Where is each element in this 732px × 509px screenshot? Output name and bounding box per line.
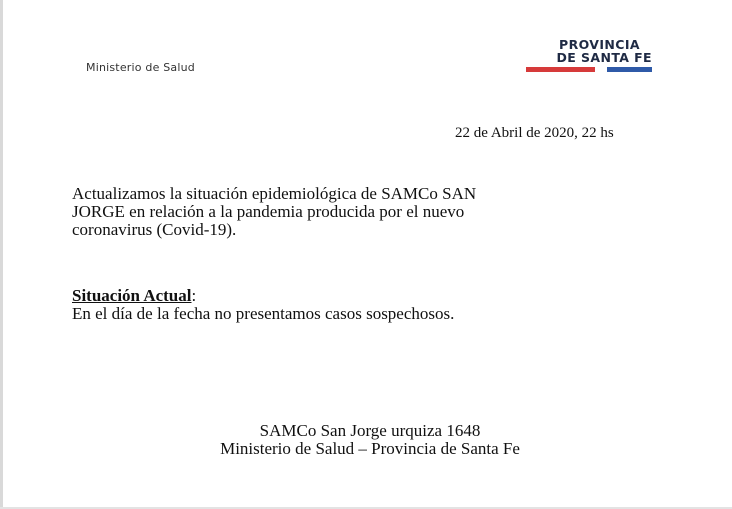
ministry-label: Ministerio de Salud xyxy=(86,61,195,74)
provincia-santa-fe-logo xyxy=(526,38,652,72)
document-footer xyxy=(140,422,600,458)
footer-line-1: SAMCo San Jorge urquiza 1648 xyxy=(259,421,481,440)
page-left-border xyxy=(0,0,3,509)
intro-paragraph xyxy=(72,185,476,239)
document-date: 22 de Abril de 2020, 22 hs xyxy=(455,125,614,141)
status-heading: Situación Actual xyxy=(72,286,192,305)
logo-blue-bar xyxy=(607,67,652,72)
intro-line-2: JORGE en relación a la pandemia producida por el nuevo xyxy=(72,202,465,221)
logo-color-bars xyxy=(526,67,652,72)
status-paragraph xyxy=(72,287,454,323)
logo-line-1: PROVINCIA xyxy=(559,37,640,52)
intro-line-3: coronavirus (Covid-19). xyxy=(72,220,237,239)
status-heading-line xyxy=(72,287,454,305)
logo-line-2: DE SANTA FE xyxy=(556,50,652,65)
status-heading-colon: : xyxy=(191,286,197,305)
footer-line-2: Ministerio de Salud – Provincia de Santa Fe xyxy=(220,439,520,458)
intro-line-1: Actualizamos la situación epidemiológica de SAMCo SAN xyxy=(72,184,477,203)
logo-red-bar xyxy=(526,67,595,72)
status-text: En el día de la fecha no presentamos casos sospechosos. xyxy=(72,304,455,323)
